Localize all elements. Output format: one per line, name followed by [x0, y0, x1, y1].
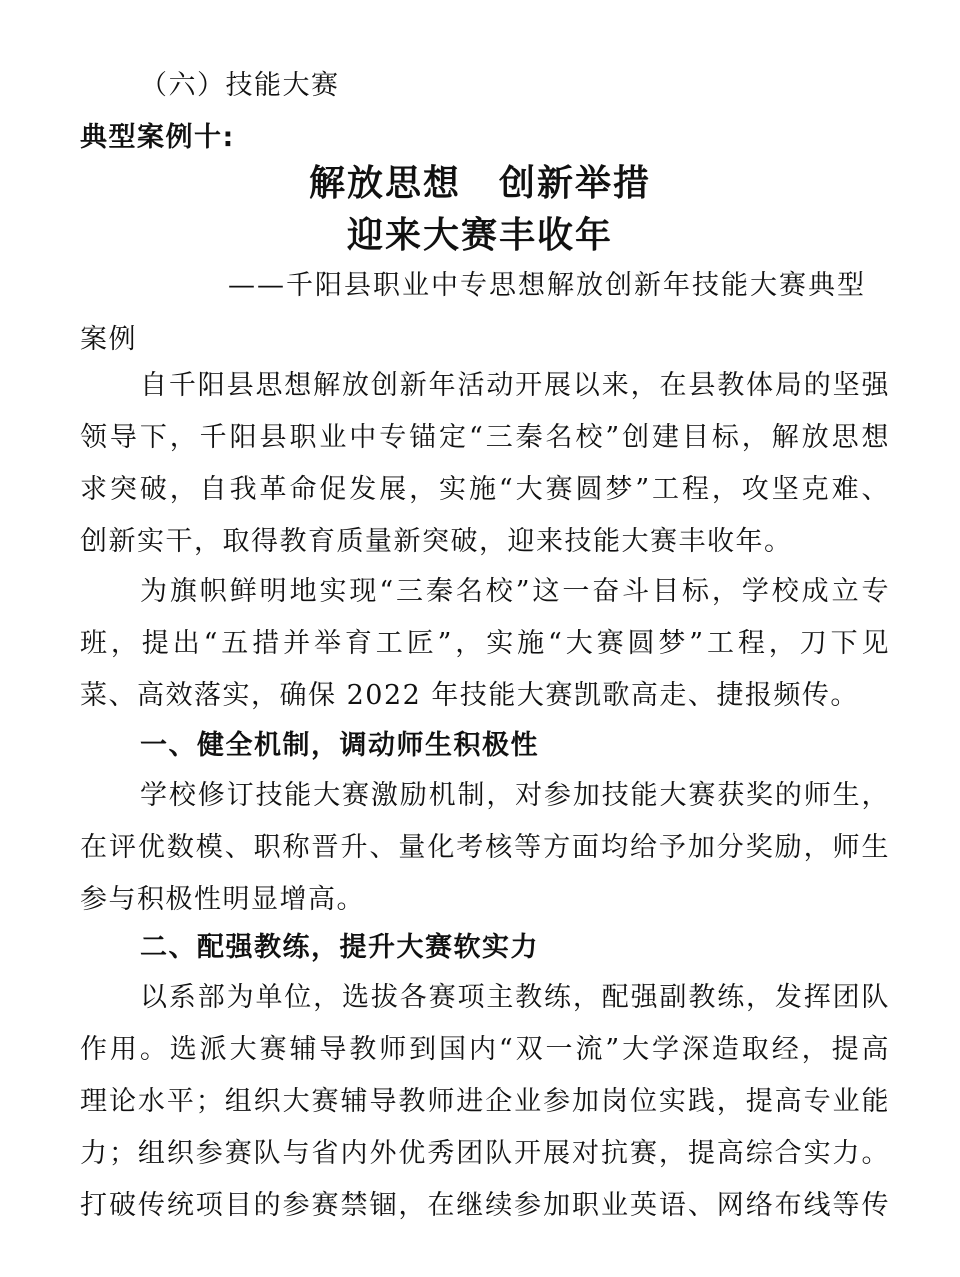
section-heading-2: 二、配强教练，提升大赛软实力	[140, 932, 539, 963]
title-line-1: 解放思想 创新举措	[308, 163, 651, 204]
paragraph-line: 班，提出“五措并举育工匠”，实施“大赛圆梦”工程，刀下见	[80, 628, 890, 659]
paragraph-line: 在评优数模、职称晋升、量化考核等方面均给予加分奖励，师生	[80, 832, 890, 863]
paragraph-line: 求突破，自我革命促发展，实施“大赛圆梦”工程，攻坚克难、	[80, 474, 890, 505]
paragraph-line: 以系部为单位，选拔各赛项主教练，配强副教练，发挥团队	[140, 982, 890, 1013]
section-label: （六）技能大赛	[140, 70, 340, 101]
paragraph-line: 作用。选派大赛辅导教师到国内“双一流”大学深造取经，提高	[80, 1034, 890, 1065]
case-label: 典型案例十:	[80, 122, 235, 153]
subtitle-line-2: 案例	[80, 324, 137, 355]
title-line-2: 迎来大赛丰收年	[346, 215, 613, 256]
paragraph-line: 学校修订技能大赛激励机制，对参加技能大赛获奖的师生，	[140, 780, 890, 811]
paragraph-line: 打破传统项目的参赛禁锢，在继续参加职业英语、网络布线等传	[80, 1190, 890, 1221]
paragraph-line: 领导下，千阳县职业中专锚定“三秦名校”创建目标，解放思想	[80, 422, 890, 453]
paragraph-line: 创新实干，取得教育质量新突破，迎来技能大赛丰收年。	[80, 526, 793, 557]
section-heading-1: 一、健全机制，调动师生积极性	[140, 730, 539, 761]
paragraph-line: 力；组织参赛队与省内外优秀团队开展对抗赛，提高综合实力。	[80, 1138, 890, 1169]
paragraph-line: 自千阳县思想解放创新年活动开展以来，在县教体局的坚强	[140, 370, 890, 401]
paragraph-line: 理论水平；组织大赛辅导教师进企业参加岗位实践，提高专业能	[80, 1086, 890, 1117]
paragraph-line: 参与积极性明显增高。	[80, 884, 365, 915]
paragraph-line: 菜、高效落实，确保 2022 年技能大赛凯歌高走、捷报频传。	[80, 680, 859, 711]
subtitle-line-1: ——千阳县职业中专思想解放创新年技能大赛典型	[228, 270, 866, 301]
paragraph-line: 为旗帜鲜明地实现“三秦名校”这一奋斗目标，学校成立专	[140, 576, 890, 607]
